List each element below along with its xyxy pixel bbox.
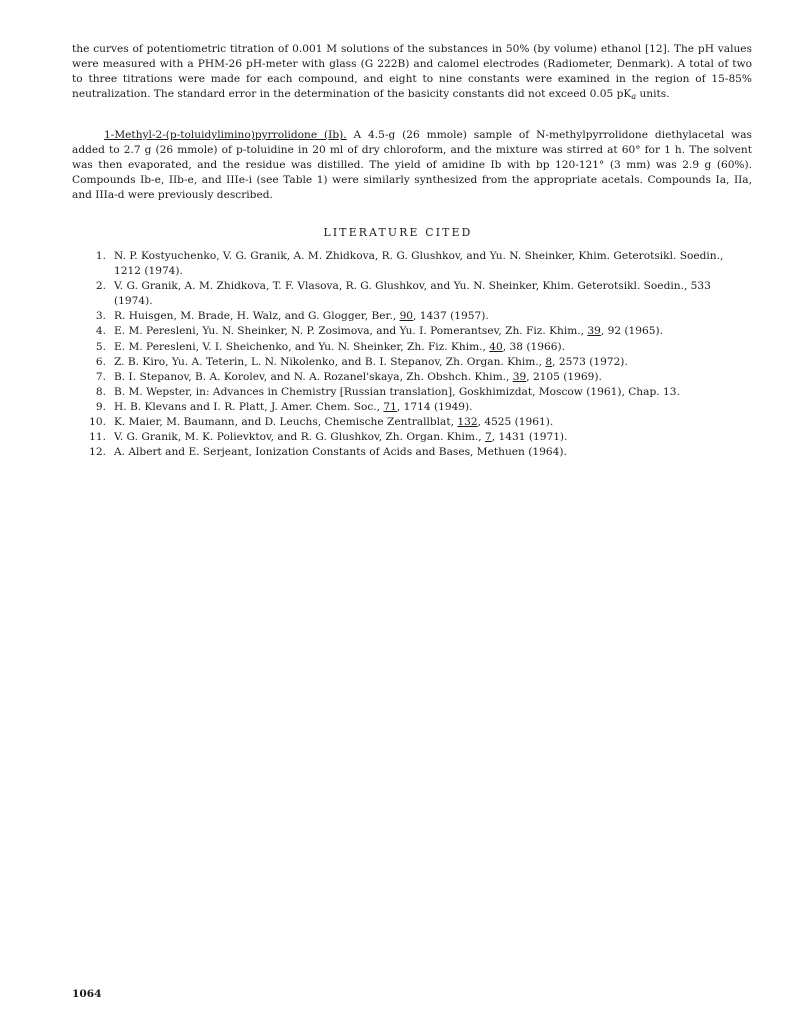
reference-pages: , 4525 (1961).: [477, 416, 554, 429]
reference-item: [72, 324, 752, 339]
reference-citation: B. I. Stepanov, B. A. Korolev, and N. A. Rozanel'skaya, Zh. Obshch. Khim.,: [114, 370, 513, 383]
reference-pages: , 1437 (1957).: [413, 310, 489, 323]
reference-item: [72, 385, 752, 400]
reference-item: [72, 309, 752, 324]
reference-text: [106, 340, 750, 355]
reference-citation: N. P. Kostyuchenko, V. G. Granik, A. M. Zhidkova, R. G. Glushkov, and Yu. N. Sheinker, Khim. Geterotsikl. Soedin., 1212 (1974).: [114, 250, 724, 278]
reference-pages: , 1714 (1949).: [396, 400, 473, 413]
reference-pages: , 92 (1965).: [600, 325, 664, 338]
reference-citation: H. B. Klevans and I. R. Platt, J. Amer. Chem. Soc.,: [114, 400, 384, 413]
pka-subscript: a: [631, 92, 637, 102]
reference-item: [72, 249, 752, 279]
reference-number: 4.: [95, 325, 106, 338]
reference-volume: 132: [457, 416, 478, 429]
reference-item: [72, 340, 752, 355]
reference-volume: 71: [383, 400, 397, 413]
reference-citation: Z. B. Kiro, Yu. A. Teterin, L. N. Nikolenko, and B. I. Stepanov, Zh. Organ. Khim.,: [114, 355, 546, 368]
reference-text: [106, 355, 750, 370]
reference-item: [72, 415, 752, 430]
reference-volume: 40: [489, 340, 503, 353]
reference-number: 12.: [89, 446, 106, 459]
reference-pages: , 2105 (1969).: [526, 370, 602, 383]
reference-item: [72, 445, 752, 460]
reference-number: 6.: [95, 355, 106, 368]
reference-citation: V. G. Granik, A. M. Zhidkova, T. F. Vlasova, R. G. Glushkov, and Yu. N. Sheinker, Khim. Geterotsikl. Soedin., 533 (1974).: [114, 280, 711, 308]
reference-number: 8.: [95, 385, 106, 398]
reference-number: 5.: [95, 340, 106, 353]
reference-number: 2.: [95, 280, 106, 293]
reference-text: [106, 430, 750, 445]
reference-item: [72, 279, 752, 309]
reference-citation: K. Maier, M. Baumann, and D. Leuchs, Chemische Zentrallblat,: [114, 416, 458, 429]
reference-text: [106, 415, 750, 430]
reference-volume: 7: [485, 431, 492, 444]
reference-citation: E. M. Peresleni, Yu. N. Sheinker, N. P. Zosimova, and Yu. I. Pomerantsev, Zh. Fiz. Khim.,: [114, 325, 588, 338]
methods-text-end: units.: [636, 88, 670, 101]
reference-text: [106, 309, 750, 324]
reference-text: [106, 324, 750, 339]
reference-number: 3.: [95, 310, 106, 323]
reference-citation: R. Huisgen, M. Brade, H. Walz, and G. Glogger, Ber.,: [114, 310, 400, 323]
reference-text: [106, 400, 750, 415]
reference-number: 1.: [95, 250, 106, 262]
methods-paragraph: [72, 42, 752, 104]
reference-list: [72, 249, 752, 460]
reference-pages: , 38 (1966).: [502, 340, 565, 353]
reference-pages: , 2573 (1972).: [552, 355, 628, 368]
reference-volume: 90: [399, 310, 414, 323]
page-number: 1064: [72, 988, 102, 1000]
reference-number: 9.: [95, 400, 106, 413]
methods-text: the curves of potentiometric titration of 0.001 M solutions of the substances in 50% (by volume) ethanol [12]. The pH values were measured with a PHM-26 pH-meter with glass (G 222B) and calomel electrodes (Radiometer, Denmark). A total of two to three titrations were made for each compound, and eight to nine constants were examined in the region of 15-85% neutralization. The standard error in the determination of the basicity constants did not exceed 0.05 pK: [72, 43, 752, 101]
reference-number: 11.: [89, 431, 106, 444]
synthesis-text: A 4.5-g (26 mmole) sample of N-methylpyrrolidone diethylacetal was added to 2.7 g (26 mmole) of p-toluidine in 20 ml of dry chloroform, and the mixture was stirred at 60° for 1 h. The solvent was then evaporated, and the residue was distilled. The yield of amidine Ib with bp 120-121° (3 mm) was 2.9 g (60%). Compounds Ib-e, IIb-e, and IIIe-i (see Table 1) were similarly synthesized from the appropriate acetals. Compounds Ia, IIa, and IIIa-d were previously described.: [72, 129, 752, 202]
reference-text: [106, 249, 750, 279]
reference-text: [106, 445, 750, 460]
reference-volume: 39: [587, 325, 601, 338]
reference-volume: 39: [512, 370, 527, 383]
reference-item: [72, 400, 752, 415]
reference-pages: , 1431 (1971).: [491, 431, 568, 444]
compound-title: 1-Methyl-2-(p-toluidylimino)pyrrolidone (Ib).: [104, 129, 347, 141]
reference-number: 7.: [95, 370, 106, 383]
reference-citation: B. M. Wepster, in: Advances in Chemistry [Russian translation], Goskhimizdat, Moscow (1961), Chap. 13.: [114, 385, 680, 398]
reference-text: [106, 370, 750, 385]
reference-item: [72, 370, 752, 385]
reference-volume: 8: [545, 355, 553, 368]
reference-citation: A. Albert and E. Serjeant, Ionization Constants of Acids and Bases, Methuen (1964).: [114, 446, 567, 459]
reference-item: [72, 430, 752, 445]
reference-number: 10.: [89, 416, 106, 429]
reference-citation: V. G. Granik, M. K. Polievktov, and R. G. Glushkov, Zh. Organ. Khim.,: [114, 431, 486, 444]
reference-citation: E. M. Peresleni, V. I. Sheichenko, and Yu. N. Sheinker, Zh. Fiz. Khim.,: [114, 340, 490, 353]
reference-text: [106, 279, 750, 309]
synthesis-paragraph: [72, 128, 752, 203]
reference-text: [106, 385, 750, 400]
literature-cited-heading: LITERATURE CITED: [323, 226, 473, 239]
reference-item: [72, 355, 752, 370]
